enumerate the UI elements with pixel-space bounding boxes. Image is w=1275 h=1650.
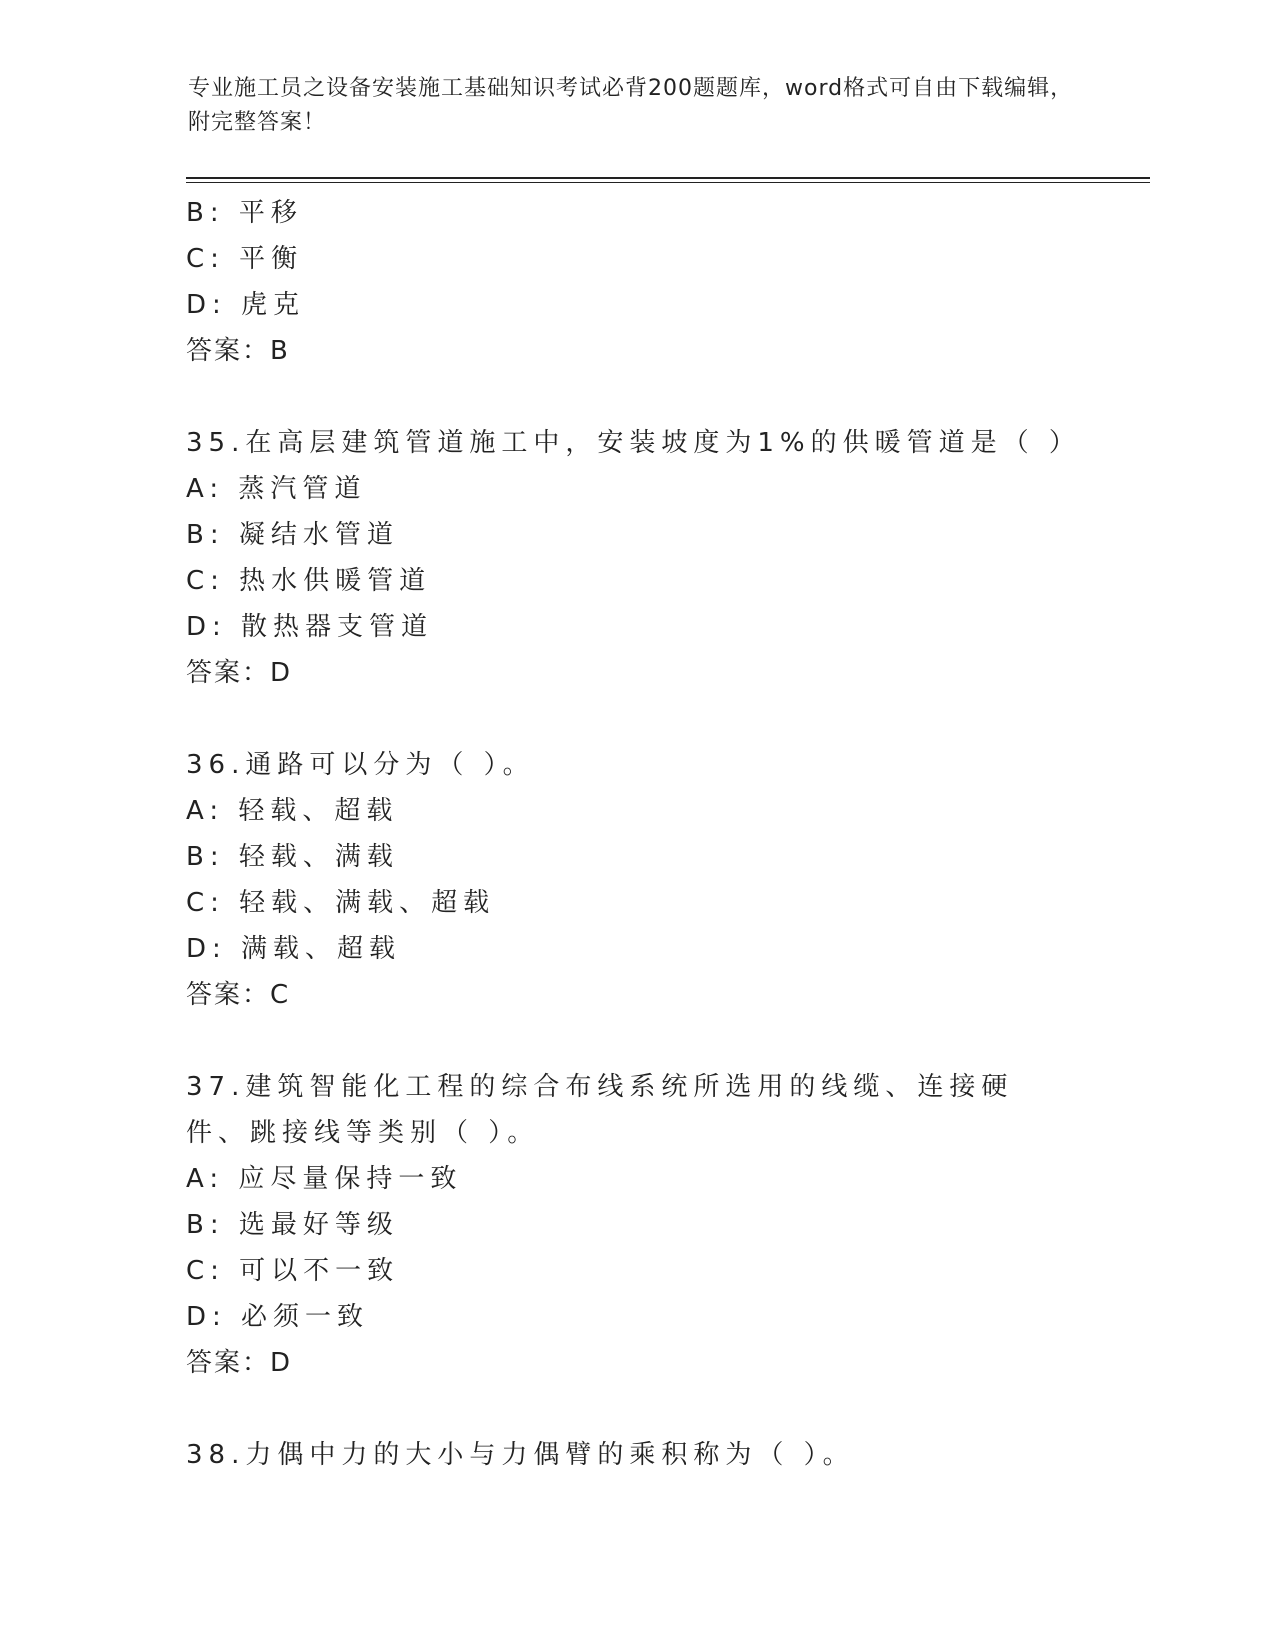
option-d: D: 散热器支管道 xyxy=(186,612,434,642)
question-stem: 35.在高层建筑管道施工中，安装坡度为1%的供暖管道是（ ） xyxy=(186,428,1081,458)
answer-line: 答案：B xyxy=(186,336,290,366)
document-header xyxy=(188,72,1088,140)
header-rule-thin xyxy=(186,182,1150,183)
question-35 xyxy=(186,420,1086,696)
option-b: B: 轻载、满载 xyxy=(186,842,399,872)
spacer xyxy=(186,1018,1086,1064)
option-c: C: 热水供暖管道 xyxy=(186,566,432,596)
question-stem: 37.建筑智能化工程的综合布线系统所选用的线缆、连接硬件、跳接线等类别（ ）。 xyxy=(186,1072,1014,1148)
option-d: D: 必须一致 xyxy=(186,1302,370,1332)
option-b: B: 凝结水管道 xyxy=(186,520,399,550)
option-b: B: 选最好等级 xyxy=(186,1210,399,1240)
spacer xyxy=(186,374,1086,420)
option-a: A: 轻载、超载 xyxy=(186,796,399,826)
answer-line: 答案：D xyxy=(186,658,293,688)
option-c: C: 轻载、满载、超载 xyxy=(186,888,496,918)
question-37 xyxy=(186,1064,1086,1386)
question-34-continued xyxy=(186,190,1086,374)
question-36 xyxy=(186,742,1086,1018)
option-a: A: 应尽量保持一致 xyxy=(186,1164,463,1194)
question-list xyxy=(186,190,1086,1478)
answer-line: 答案：C xyxy=(186,980,291,1010)
header-title: 专业施工员之设备安装施工基础知识考试必背200题题库，word格式可自由下载编辑，附完整答案！ xyxy=(188,76,1074,135)
header-rule-thick xyxy=(186,177,1150,179)
spacer xyxy=(186,1386,1086,1432)
option-c: C: 可以不一致 xyxy=(186,1256,400,1286)
option-c: C: 平衡 xyxy=(186,244,304,274)
question-stem: 38.力偶中力的大小与力偶臂的乘积称为（ ）。 xyxy=(186,1440,855,1470)
spacer xyxy=(186,696,1086,742)
option-d: D: 满载、超载 xyxy=(186,934,402,964)
answer-line: 答案：D xyxy=(186,1348,293,1378)
question-stem: 36.通路可以分为（ ）。 xyxy=(186,750,535,780)
option-d: D: 虎克 xyxy=(186,290,306,320)
option-a: A: 蒸汽管道 xyxy=(186,474,367,504)
option-b: B: 平移 xyxy=(186,198,303,228)
question-38 xyxy=(186,1432,1086,1478)
